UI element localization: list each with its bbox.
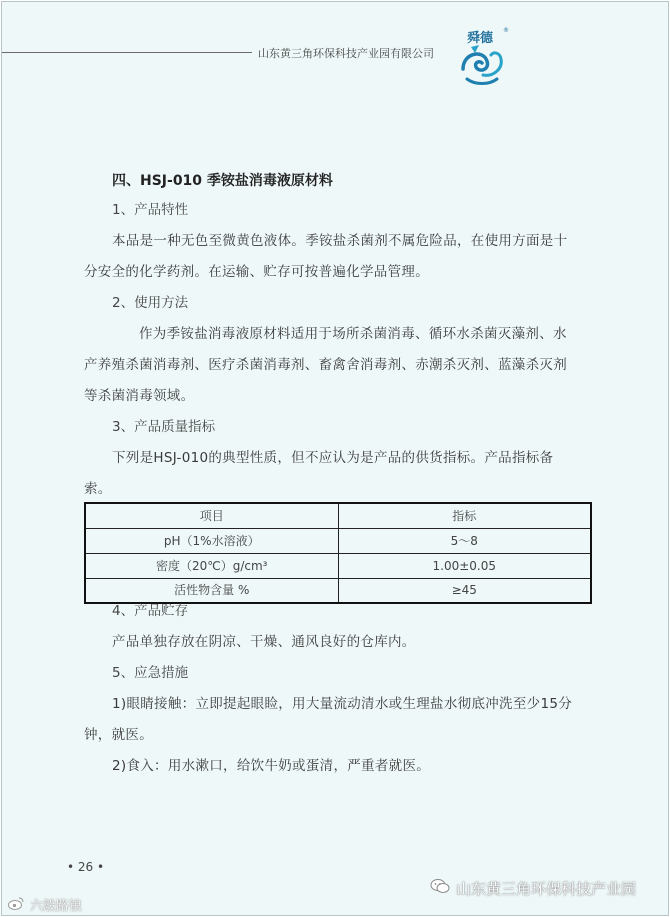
usage-line-2: 产养殖杀菌消毒剂、医疗杀菌消毒剂、畜禽舍消毒剂、赤潮杀灭剂、蓝藻杀灭剂 bbox=[84, 357, 567, 373]
features-heading: 1、产品特性 bbox=[112, 202, 189, 218]
table-header-value: 指标 bbox=[338, 503, 591, 528]
section-title: 四、HSJ-010 季铵盐消毒液原材料 bbox=[112, 173, 333, 189]
usage-heading: 2、使用方法 bbox=[112, 295, 189, 311]
quality-line-2: 索。 bbox=[84, 481, 112, 497]
wechat-icon bbox=[430, 878, 450, 898]
quality-spec-table bbox=[84, 502, 592, 604]
usage-line-3: 等杀菌消毒领域。 bbox=[84, 388, 195, 404]
table-cell-item: 活性物含量 % bbox=[85, 578, 338, 603]
company-logo bbox=[457, 27, 509, 89]
watermark-right bbox=[430, 878, 636, 899]
watermark-right-text: 山东黄三角环保科技产业园 bbox=[456, 880, 637, 898]
table-row bbox=[85, 528, 591, 553]
header-rule bbox=[2, 52, 252, 53]
table-cell-item: pH（1%水溶液） bbox=[85, 528, 338, 553]
features-line-1: 本品是一种无色至微黄色液体。季铵盐杀菌剂不属危险品，在使用方面是十 bbox=[112, 233, 568, 249]
features-line-2: 分安全的化学药剂。在运输、贮存可按普遍化学品管理。 bbox=[84, 264, 429, 280]
logo-registered-mark: ® bbox=[503, 27, 509, 34]
table-cell-value: 1.00±0.05 bbox=[338, 553, 591, 578]
table-header-item: 项目 bbox=[85, 503, 338, 528]
storage-heading: 4、产品贮存 bbox=[112, 603, 189, 619]
company-header: 山东黄三角环保科技产业园有限公司 bbox=[258, 47, 434, 60]
usage-line-1: 作为季铵盐消毒液原材料适用于场所杀菌消毒、循环水杀菌灭藻剂、水 bbox=[139, 326, 567, 342]
logo-text: 舜德 bbox=[467, 31, 494, 46]
emergency-line-2: 钟，就医。 bbox=[84, 727, 153, 743]
page-number: • 26 • bbox=[67, 860, 105, 874]
watermark-left-text: 六般路锒 bbox=[30, 899, 83, 914]
table-header-row bbox=[85, 503, 591, 528]
table-row bbox=[85, 578, 591, 603]
weibo-icon bbox=[8, 897, 24, 914]
quality-heading: 3、产品质量指标 bbox=[112, 419, 216, 435]
storage-line-1: 产品单独存放在阴凉、干燥、通风良好的仓库内。 bbox=[112, 634, 416, 650]
document-page bbox=[1, 1, 669, 916]
table-cell-value: ≥45 bbox=[338, 578, 591, 603]
watermark-left bbox=[8, 895, 82, 914]
table-row bbox=[85, 553, 591, 578]
emergency-line-3: 2)食入：用水漱口，给饮牛奶或蛋清，严重者就医。 bbox=[112, 758, 431, 774]
table-cell-value: 5～8 bbox=[338, 528, 591, 553]
table-cell-item: 密度（20℃）g/cm³ bbox=[85, 553, 338, 578]
logo-wave-icon bbox=[457, 39, 507, 89]
emergency-line-1: 1)眼睛接触：立即提起眼睑，用大量流动清水或生理盐水彻底冲洗至少15分 bbox=[112, 696, 573, 712]
quality-line-1: 下列是HSJ-010的典型性质，但不应认为是产品的供货指标。产品指标备 bbox=[112, 450, 554, 466]
emergency-heading: 5、应急措施 bbox=[112, 665, 189, 681]
